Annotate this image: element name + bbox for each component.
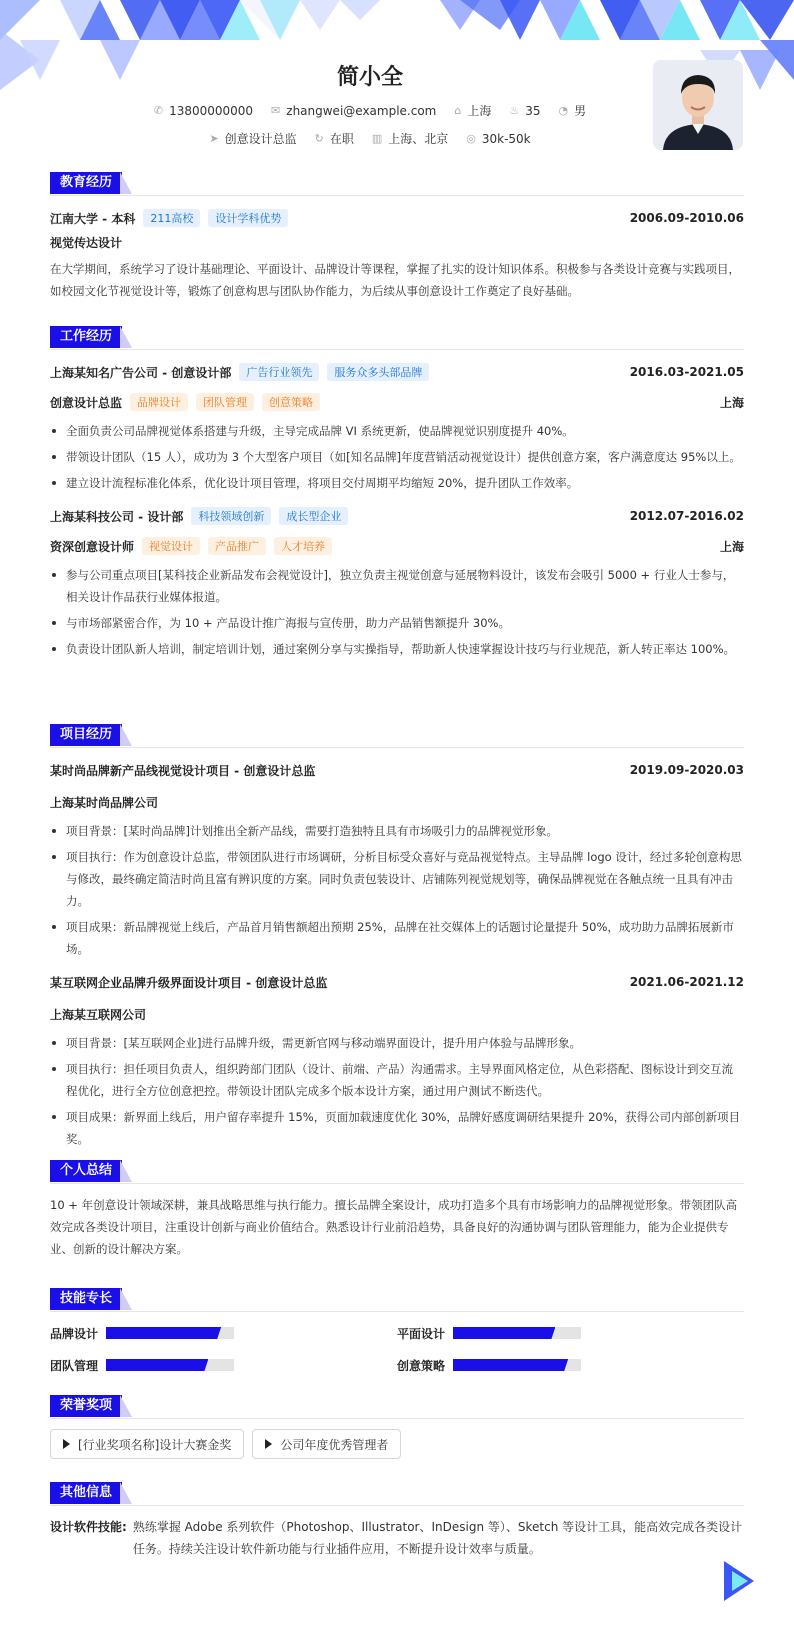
- email-value: zhangwei@example.com: [286, 103, 437, 118]
- section-title: 工作经历: [50, 326, 122, 348]
- skill-bar: [106, 1327, 234, 1339]
- age-item: [509, 102, 540, 119]
- skill-bar: [106, 1359, 234, 1371]
- email-item: [271, 102, 436, 119]
- role: 资深创意设计师: [50, 539, 135, 554]
- list-item: 与市场部紧密合作，为 10 + 产品设计推广海报与宣传册，助力产品销售额提升 30%。: [50, 612, 744, 634]
- tag: 设计学科优势: [208, 209, 288, 227]
- status-item: [315, 130, 354, 147]
- city-item: [454, 102, 491, 119]
- tag: 服务众多头部品牌: [327, 363, 429, 381]
- city-value: 上海: [467, 104, 492, 118]
- list-item: 项目执行：作为创意设计总监，带领团队进行市场调研，分析目标受众喜好与竞品视觉特点。主导品牌 logo 设计，经过多轮创意构思与修改，最终确定简洁时尚且富有辨识度的方案。同时负责包装设计、店铺陈列视觉规划等，确保品牌视觉在各触点统一且具有冲击力。: [50, 846, 744, 912]
- tag: 科技领域创新: [191, 507, 271, 525]
- award-label: [行业奖项名称]设计大赛金奖: [78, 1437, 232, 1452]
- list-item: 项目成果：新品牌视觉上线后，产品首月销售额超出预期 25%，品牌在社交媒体上的话题讨论量提升 50%，成功助力品牌拓展新市场。: [50, 916, 744, 960]
- section-title: 个人总结: [50, 1160, 122, 1182]
- projects-header: [50, 724, 744, 748]
- intention-row: [0, 130, 740, 147]
- period: 2019.09-2020.03: [629, 763, 744, 777]
- other-text: 熟练掌握 Adobe 系列软件（Photoshop、Illustrator、InDesign 等）、Sketch 等设计工具，能高效完成各类设计任务。持续关注设计软件新功能与行业插件应用，不断提升设计效率与质量。: [132, 1520, 743, 1556]
- work-item: [50, 504, 744, 660]
- summary-section: [50, 1160, 744, 1260]
- work-city: 上海: [719, 539, 744, 554]
- send-icon: ➤: [209, 132, 219, 145]
- major: 视觉传达设计: [50, 235, 123, 250]
- school-name: 江南大学 - 本科: [50, 211, 136, 226]
- play-icon: [265, 1439, 272, 1449]
- education-section: [50, 172, 744, 302]
- salary-item: [466, 130, 530, 147]
- phone-item: [154, 102, 253, 119]
- awards-header: [50, 1395, 744, 1419]
- award-item: [252, 1429, 401, 1459]
- mail-icon: ✉: [271, 104, 281, 117]
- list-item: 全面负责公司品牌视觉体系搭建与升级，主导完成品牌 VI 系统更新，使品牌视觉识别度提升 40%。: [50, 420, 744, 442]
- skill-tag: 产品推广: [208, 537, 266, 555]
- skill-item: [50, 1322, 397, 1344]
- skill-item: [397, 1322, 744, 1344]
- list-item: 项目成果：新界面上线后，用户留存率提升 15%，页面加载速度优化 30%，品牌好感度调研结果提升 20%，获得公司内部创新项目奖。: [50, 1106, 744, 1150]
- target-city-item: [372, 130, 448, 147]
- other-label: 设计软件技能:: [50, 1520, 127, 1534]
- list-item: 负责设计团队新人培训，制定培训计划，通过案例分享与实操指导，帮助新人快速掌握设计技巧与行业规范，新人转正率达 100%。: [50, 638, 744, 660]
- period: 2012.07-2016.02: [629, 509, 744, 523]
- position-item: [209, 130, 296, 147]
- skill-tag: 人才培养: [274, 537, 332, 555]
- list-item: 带领设计团队（15 人），成功为 3 个大型客户项目（如[知名品牌]年度营销活动视觉设计）提供创意方案，客户满意度达 95%以上。: [50, 446, 744, 468]
- avatar-portrait-icon: [653, 60, 743, 150]
- other-info: [50, 1516, 744, 1560]
- skill-tag: 创意策略: [262, 393, 320, 411]
- gender-icon: ◔: [558, 104, 569, 117]
- skill-tag: 视觉设计: [142, 537, 200, 555]
- skill-tag: 团队管理: [196, 393, 254, 411]
- avatar: [653, 60, 743, 150]
- project-client: 上海某互联网公司: [50, 1007, 147, 1022]
- skill-bar-fill: [453, 1327, 555, 1339]
- company-name: 上海某知名广告公司 - 创意设计部: [50, 365, 232, 380]
- section-title: 项目经历: [50, 724, 122, 746]
- list-item: 参与公司重点项目[某科技企业新品发布会视觉设计]，独立负责主视觉创意与延展物料设计，该发布会吸引 5000 + 行业人士参与，相关设计作品获行业媒体报道。: [50, 564, 744, 608]
- work-header: [50, 326, 744, 350]
- project-name: 某互联网企业品牌升级界面设计项目 - 创意设计总监: [50, 975, 328, 990]
- work-section: [50, 326, 744, 664]
- period: 2016.03-2021.05: [629, 365, 744, 379]
- period: 2006.09-2010.06: [629, 211, 744, 225]
- section-title-tail: [120, 1482, 132, 1504]
- phone-icon: ✆: [153, 104, 164, 117]
- projects-section: [50, 724, 744, 1154]
- major-line: [50, 230, 744, 254]
- section-title-tail: [120, 1395, 132, 1417]
- company-name: 上海某科技公司 - 设计部: [50, 509, 184, 524]
- skills-grid: [50, 1322, 744, 1376]
- skill-name: 品牌设计: [50, 1326, 99, 1341]
- age-value: 35: [525, 103, 541, 118]
- list-item: 项目背景：[某时尚品牌]计划推出全新产品线，需要打造独特且具有市场吸引力的品牌视觉形象。: [50, 820, 744, 842]
- target-city-value: 上海、北京: [388, 132, 449, 146]
- skill-bar-fill: [106, 1327, 221, 1339]
- candidate-name: 简小全: [336, 65, 403, 90]
- section-title-tail: [120, 1160, 132, 1182]
- skill-bar: [453, 1359, 581, 1371]
- contact-row: [0, 102, 740, 119]
- skill-bar-fill: [453, 1359, 568, 1371]
- section-title: 教育经历: [50, 172, 122, 194]
- skill-name: 创意策略: [397, 1358, 446, 1373]
- refresh-icon: ↻: [314, 132, 324, 145]
- section-title-tail: [120, 1288, 132, 1310]
- project-name: 某时尚品牌新产品线视觉设计项目 - 创意设计总监: [50, 763, 316, 778]
- list-item: 项目执行：担任项目负责人，组织跨部门团队（设计、前端、产品）沟通需求。主导界面风格定位，从色彩搭配、图标设计到交互流程优化，进行全方位创意把控。带领设计团队完成多个版本设计方案，通过用户测试不断迭代。: [50, 1058, 744, 1102]
- awards-list: [50, 1429, 744, 1459]
- coin-icon: ◎: [466, 132, 476, 145]
- project-item: [50, 970, 744, 1150]
- summary-header: [50, 1160, 744, 1184]
- other-section: [50, 1482, 744, 1560]
- skill-tag: 品牌设计: [130, 393, 188, 411]
- education-item: [50, 206, 744, 230]
- salary-value: 30k-50k: [481, 131, 531, 146]
- skill-bar: [453, 1327, 581, 1339]
- position-value: 创意设计总监: [224, 132, 297, 146]
- home-icon: ⌂: [454, 104, 462, 117]
- skills-header: [50, 1288, 744, 1312]
- skill-item: [50, 1354, 397, 1376]
- resume-header: [0, 0, 794, 170]
- corner-decoration: [718, 1561, 754, 1601]
- skills-section: [50, 1288, 744, 1376]
- section-title: 其他信息: [50, 1482, 122, 1504]
- phone-value: 13800000000: [169, 103, 254, 118]
- project-item: [50, 758, 744, 960]
- building-icon: ▥: [371, 132, 383, 145]
- awards-section: [50, 1395, 744, 1459]
- gender-item: [559, 102, 587, 119]
- project-client: 上海某时尚品牌公司: [50, 795, 159, 810]
- work-city: 上海: [719, 395, 744, 410]
- other-header: [50, 1482, 744, 1506]
- tag: 成长型企业: [279, 507, 348, 525]
- skill-bar-fill: [106, 1359, 208, 1371]
- list-item: 建立设计流程标准化体系，优化设计项目管理，将项目交付周期平均缩短 20%，提升团队工作效率。: [50, 472, 744, 494]
- award-label: 公司年度优秀管理者: [280, 1437, 389, 1452]
- tag: 211高校: [143, 209, 200, 227]
- education-desc: 在大学期间，系统学习了设计基础理论、平面设计、品牌设计等课程，掌握了扎实的设计知识体系。积极参与各类设计竞赛与实践项目，如校园文化节视觉设计等，锻炼了创意构思与团队协作能力，为后续从事创意设计工作奠定了良好基础。: [50, 262, 740, 298]
- skill-name: 平面设计: [397, 1326, 446, 1341]
- tag: 广告行业领先: [239, 363, 319, 381]
- gender-value: 男: [574, 104, 587, 118]
- education-header: [50, 172, 744, 196]
- period: 2021.06-2021.12: [629, 975, 744, 989]
- skill-name: 团队管理: [50, 1358, 99, 1373]
- skill-item: [397, 1354, 744, 1376]
- section-title: 荣誉奖项: [50, 1395, 122, 1417]
- work-item: [50, 360, 744, 494]
- role: 创意设计总监: [50, 395, 123, 410]
- summary-text: 10 + 年创意设计领域深耕，兼具战略思维与执行能力。擅长品牌全案设计，成功打造多个具有市场影响力的品牌视觉形象。带领团队高效完成各类设计项目，注重设计创新与商业价值结合。熟悉设计行业前沿趋势，具备良好的沟通协调与团队管理能力，能为企业提供专业、创新的设计解决方案。: [50, 1198, 738, 1256]
- play-icon: [63, 1439, 70, 1449]
- cake-icon: ♨: [509, 104, 520, 117]
- award-item: [50, 1429, 244, 1459]
- list-item: 项目背景：[某互联网企业]进行品牌升级，需更新官网与移动端界面设计，提升用户体验与品牌形象。: [50, 1032, 744, 1054]
- status-value: 在职: [329, 132, 354, 146]
- section-title: 技能专长: [50, 1288, 122, 1310]
